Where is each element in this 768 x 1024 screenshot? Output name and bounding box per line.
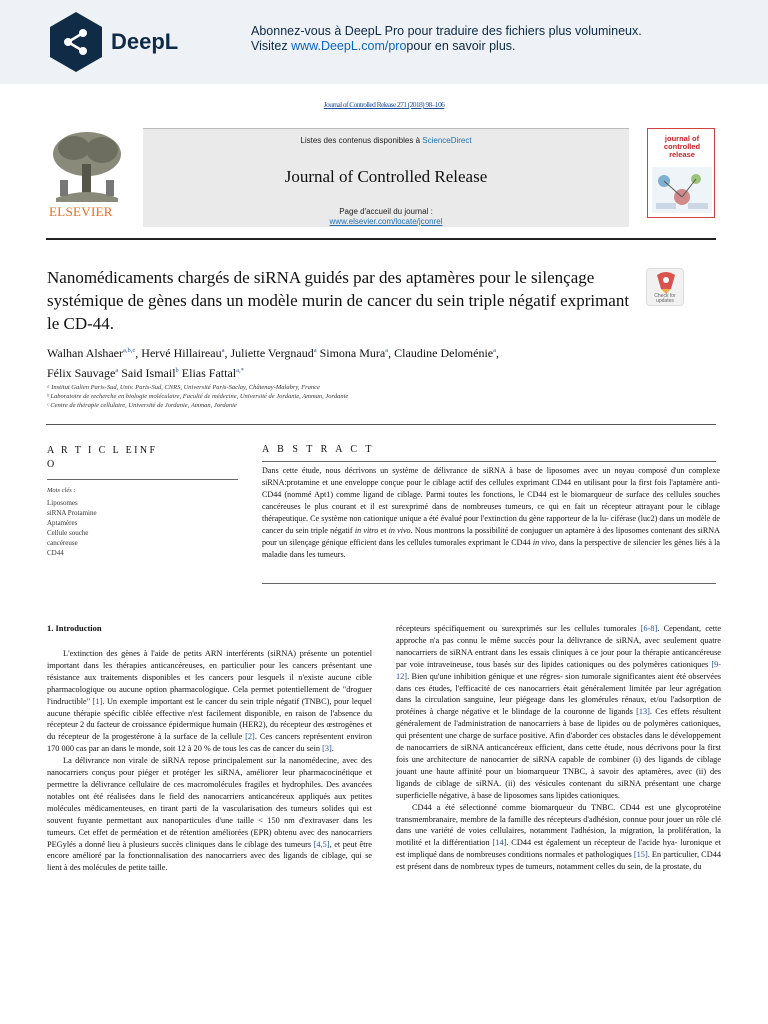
author-superscript: a,b,c [123, 347, 136, 354]
affiliation-line: ᶜ Centre de thérapie cellulaire, Université de Jordanie, Amman, Jordanie [47, 402, 237, 409]
author-list [47, 342, 647, 382]
author-separator: , [135, 346, 142, 360]
banner-line-2-suffix: pour en savoir plus. [406, 39, 516, 53]
homepage-label: Page d'accueil du journal : [339, 207, 433, 216]
text-segment: récepteurs spécifiquement ou surexprimés sur les cellules tumorales [396, 624, 641, 633]
author-name[interactable]: Hervé Hillaireau [141, 346, 222, 360]
abstract-segment: Dans cette étude, nous décrivons un système de délivrance de siRNA à base de liposomes avec un noyau composé d'un complexe siRNA:protamine et une enveloppe conçue pour le ciblage actif des cellules exprimant CD44 en utilisant pour la first fois l'aptamère anti-CD44 (nommé Apt1) comme ligand de ciblage. Parmi toutes les fonctions, le CD44 est le biomarqueur de surface des cellules souches cancéreuses le plus courant et il est surexprimé dans de nombreuses tumeurs, ce qui en fait un récepteur attrayant pour le ciblage thérapeutique. Ce système non cationique unique a été évalué pour l'extinction du gène rapporteur de la lu- ciférase (luc2) dans un modèle de cancer du sein triple négatif [262, 466, 720, 535]
author-superscript: a [385, 347, 389, 354]
keywords-label: Mots clés : [47, 487, 76, 494]
author-separator: , [496, 346, 500, 360]
abstract-text [262, 465, 720, 561]
affiliations-rule [46, 424, 716, 425]
author-name[interactable]: Simona Mura [319, 346, 386, 360]
author-name[interactable]: Elias Fattal [181, 366, 237, 380]
text-segment: . Ces cancers représentent environ 170 000 cas par an dans le monde, soit 12 à 20 % de tous les cas de cancer du sein [47, 732, 372, 754]
author-superscript: a [493, 347, 497, 354]
abstract-segment: et [378, 526, 389, 535]
author-superscript: a [221, 347, 225, 354]
author-name[interactable]: Félix Sauvage [47, 366, 116, 380]
text-segment: . [331, 744, 334, 754]
keyword-item: Aptamères [47, 519, 78, 527]
abstract-segment: , dans la perspective de silencier les gènes liés à la maladie dans les tumeurs. [262, 538, 720, 559]
affiliations [47, 383, 647, 410]
journal-cover-thumbnail[interactable] [647, 128, 715, 218]
reference-link[interactable]: [14] [492, 838, 507, 848]
deepl-pro-link[interactable]: www.DeepL.com/pro [291, 39, 407, 53]
body-column-right [396, 623, 721, 873]
abstract-italic: in vivo [388, 526, 411, 535]
elsevier-wordmark: ELSEVIER [49, 204, 113, 219]
text-segment: . En particulier, CD44 est présent dans de nombreux types de tumeurs, notamment celles du sein, de la prostate, du [396, 850, 721, 872]
body-paragraph [396, 623, 721, 802]
author-separator: , [388, 346, 395, 360]
check-for-updates-button[interactable] [646, 268, 684, 306]
reference-link[interactable]: [1] [92, 696, 103, 706]
journal-title: Journal of Controlled Release [284, 167, 488, 186]
author-name[interactable]: Claudine Deloménie [394, 346, 494, 360]
keyword-item: Cellule souche [47, 529, 89, 537]
section-heading-introduction: 1. Introduction [47, 623, 102, 633]
abstract-top-rule [262, 461, 716, 462]
check-updates-icon [647, 269, 685, 295]
text-segment: . Ces effets résultent généralement de l'administration de nanocarriers à base de lipides ou de polymères cationiques, qui présentent une charge de surface positive. Afin d'aborder ces obstacles dans le développement de nanocarriers de siRNA anticancéreux efficient, dans cette étude, nous décrivons pour la first fois une architecture de nanocarrier de siRNA capable de combiner (i) des ligands de ciblage jouant une haute affinité pour un biomarqueur TNBC, à savoir des aptamères, avec (ii) des ligands de ciblage de siRNA. (ii) des vésicules contenant du siRNA présentant une charge superficielle négative, à base de liposomes sans lipides cationiques. [396, 707, 721, 800]
author-superscript: a [313, 347, 317, 354]
homepage-link[interactable]: www.elsevier.com/locate/jconrel [329, 217, 443, 226]
author-name[interactable]: Juliette Vergnaud [230, 346, 314, 360]
keyword-item: CD44 [47, 549, 64, 557]
journal-homepage [143, 207, 629, 227]
body-paragraph [47, 648, 372, 755]
text-segment: . Bien qu'une inhibition génique et une régres- sion tumorale significantes aient été observées dans ces études, l'efficacité de ces nanocarriers était généralement limitée par leur agrégation dans la circulation sanguine, leur piégeage dans les glomérules rénaux, et/ou l'adsorption de protéines à charge négative et le blindage de la couronne de ligands [396, 671, 721, 717]
author-superscript: a,* [236, 367, 244, 374]
article-info-rule [47, 479, 238, 480]
reference-link[interactable]: [9-12] [396, 659, 721, 681]
abstract-segment: . Nous montrons la possibilité de conjuguer un aptamère à des liposomes contenant des siRNA pour un silençage génique efficient dans les cellules tumorales exprimant le CD44 [262, 526, 720, 547]
author-name[interactable]: Said Ismail [121, 366, 176, 380]
author-superscript: b [175, 367, 179, 374]
check-updates-label: Check for updates [654, 293, 676, 304]
deepl-logo-icon [48, 10, 104, 74]
banner-line-1: Abonnez-vous à DeepL Pro pour traduire des fichiers plus volumineux. [251, 24, 642, 38]
deepl-brand-text: DeepL [111, 29, 179, 54]
header-rule [46, 238, 716, 240]
author-separator: , [224, 346, 231, 360]
reference-link[interactable]: [4,5] [313, 839, 330, 849]
banner-line-2 [251, 39, 642, 54]
text-segment: . CD44 est également un récepteur de l'acide hya- luronique et est impliqué dans de nombreuses conditions normales et pathologiques [396, 838, 722, 860]
reference-link[interactable]: [13] [636, 707, 650, 717]
abstract-heading: A B S T R A C T [262, 444, 375, 455]
reference-link[interactable]: [15] [633, 850, 648, 860]
sciencedirect-link[interactable]: ScienceDirect [422, 136, 472, 145]
body-paragraph [47, 755, 372, 874]
affiliation-line: ᵃ Institut Galien Paris-Sud, Univ. Paris-Sud, CNRS, Université Paris-Saclay, Châtenay-Malabry, France [47, 384, 320, 391]
reference-link[interactable]: [6-8] [640, 624, 658, 633]
deepl-banner [0, 0, 768, 84]
keywords-list [47, 498, 227, 558]
text-segment: . Cependant, cette approche n'a pas connu le même succès pour la délivrance de siRNA, avec seulement quatre nanocarriers de siRNA entrant dans les essais cliniques à ce jour pour la thérapie anticancéreuse par voie intraveineuse, tous basés sur des lipides cationiques ou des polymères cationiques [396, 624, 721, 669]
cover-artwork-icon [652, 167, 712, 213]
paper-title: Nanomédicaments chargés de siRNA guidés par des aptamères pour le silençage systémique de gènes dans un modèle murin de cancer du sein triple négatif exprimant le CD-44. [47, 268, 630, 333]
journal-header [143, 128, 629, 227]
text-segment: CD44 a été sélectionné comme biomarqueur du TNBC. CD44 est une glycoprotéine transmembranaire, membre de la famille des récepteurs d'adhésion, connue pour jouer un rôle clé dans une variété de voies cellulaires, notamment l'adhésion, la migration, la prolifération, la motilité et la différentiation [396, 802, 721, 848]
contents-lists-line [143, 136, 629, 145]
keyword-item: siRNA Protamine [47, 509, 97, 517]
banner-line-2-prefix: Visitez [251, 39, 292, 53]
keyword-item: Liposomes [47, 499, 78, 507]
text-segment: . Un exemple important est le cancer du sein triple négatif (TNBC), pour lequel aucune thérapie spécific ciblée effective n'est facilement disponible, en raison de l'absence du récepteur 2 du facteur de croissance épidermique humain (HER2), du récepteur des œstrogènes et du récepteur de la progestérone à la surface de la cellule [47, 696, 372, 742]
body-column-left [47, 648, 372, 874]
body-paragraph [396, 802, 721, 873]
deepl-logo[interactable] [48, 10, 190, 74]
reference-link[interactable]: [3] [322, 744, 332, 754]
journal-citation-link[interactable]: Journal of Controlled Release 271 (2018) 98–106 [323, 100, 445, 109]
cover-title: journal of controlled release [663, 134, 701, 159]
abstract-italic: in vivo [532, 538, 555, 547]
author-superscript: a [115, 367, 119, 374]
keyword-item: cancéreuse [47, 539, 78, 547]
text-segment: , et peut être encore amélioré par la fonctionnalisation des nanocarriers avec des ligands de ciblage, qui se lient à des molécules de petite taille. [47, 839, 372, 873]
affiliation-line: ᵇ Laboratoire de recherche en biologie moléculaire, Faculté de médecine, Université de Jordanie, Amman, Jordanie [47, 393, 349, 400]
abstract-bottom-rule [262, 583, 716, 584]
article-info-heading: A R T I C L EINF O [47, 445, 158, 470]
abstract-italic: in vitro [354, 526, 379, 535]
text-segment: L'extinction des gènes à l'aide de petits ARN interférents (siRNA) présente un potentiel important dans les thérapies anticancéreuses, en particulier pour les cancers présentant une résistance aux traitements disponibles et les cancers pour lesquels il n'existe aucune cible pharmacologique ou aucune option pharmacologique. Cela permet potentiellement de "droguer l'indructible" [47, 649, 372, 706]
contents-lists-prefix: Listes des contenus disponibles à [300, 136, 423, 145]
reference-link[interactable]: [2] [245, 732, 255, 742]
text-segment: La délivrance non virale de siRNA repose principalement sur la nanomédecine, avec des nanocarriers conçus pour piéger et protéger les siRNA, améliorer leur pharmacocinétique et permettre la délivrance cellulaire de ces macromolécules fragiles et hydrophiles. Des avancées notables ont été réalisées dans le field des nanocarriers anticancéreux appliqués aux petites molécules médicamenteuses, en tirant parti de la vascularisation des tumeurs solides qui est souvent fuyante permettant aux nanoparticules d'une taille < 150 nm d'extravaser dans les tumeurs. Cet effet de perméation et de rétention améliorées (EPR) obtenu avec des nanocarriers PEGylés a donné lieu à plusieurs succès cliniques dans le ciblage des tumeurs [47, 756, 372, 849]
author-name[interactable]: Walhan Alshaer [47, 346, 124, 360]
banner-message [251, 24, 642, 54]
